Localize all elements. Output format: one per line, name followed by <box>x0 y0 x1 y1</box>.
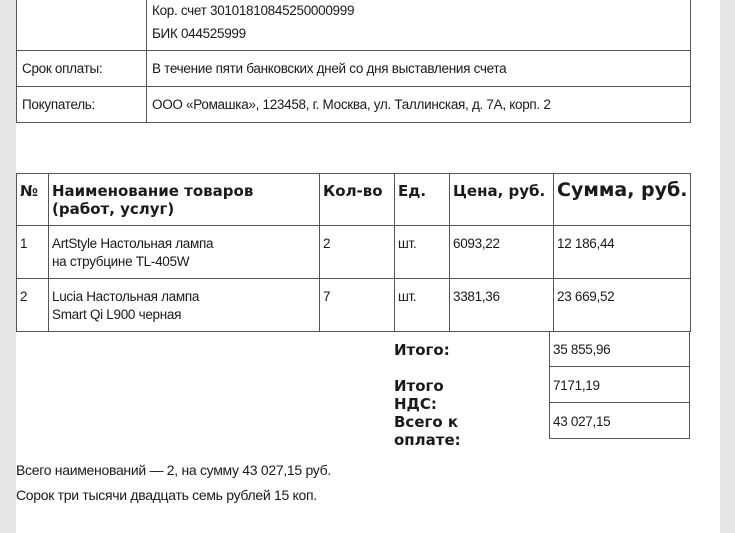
buyer-label: Покупатель: <box>17 86 147 122</box>
row-num: 1 <box>17 226 49 279</box>
bik: БИК 044525999 <box>152 26 246 41</box>
col-qty-header: Кол-во <box>320 174 395 226</box>
bank-label-cell <box>17 0 147 50</box>
buyer-value: ООО «Ромашка», 123458, г. Москва, ул. Таллинская, д. 7А, корп. 2 <box>147 86 691 122</box>
row-sum: 23 669,52 <box>554 279 691 332</box>
payment-term-value: В течение пяти банковских дней со дня выставления счета <box>147 50 691 86</box>
itogo-label: Итого: <box>394 341 450 359</box>
row-num: 2 <box>17 279 49 332</box>
table-row <box>17 226 691 279</box>
payment-term-label: Срок оплаты: <box>17 50 147 86</box>
summary-count-line: Всего наименований — 2, на сумму 43 027,15 руб. <box>16 462 331 478</box>
col-name-header-line1: Наименование товаров <box>52 182 254 200</box>
correspondent-account: Кор. счет 30101810845250000999 <box>152 3 355 18</box>
row-name <box>49 279 320 332</box>
row-name-line2: на струбцине TL-405W <box>52 254 190 269</box>
row-sum: 12 186,44 <box>554 226 691 279</box>
itogo-value: 35 855,96 <box>549 331 690 367</box>
total-payable-label: Всего к оплате: <box>394 413 461 449</box>
col-name-header-line2: (работ, услуг) <box>52 200 175 218</box>
row-price: 6093,22 <box>450 226 554 279</box>
row-name-line1: ArtStyle Настольная лампа <box>52 236 214 251</box>
row-qty: 2 <box>320 226 395 279</box>
bank-details-cell <box>147 0 691 50</box>
total-payable-value: 43 027,15 <box>549 403 690 439</box>
col-unit-header: Ед. <box>395 174 450 226</box>
col-price-header: Цена, руб. <box>450 174 554 226</box>
row-name-line2: Smart Qi L900 черная <box>52 307 182 322</box>
items-header-row <box>17 174 691 226</box>
nds-value: 7171,19 <box>549 367 690 403</box>
col-sum-header: Сумма, руб. <box>554 174 691 226</box>
row-unit: шт. <box>395 226 450 279</box>
row-name-line1: Lucia Настольная лампа <box>52 289 200 304</box>
items-table <box>16 173 691 332</box>
summary-amount-words: Сорок три тысячи двадцать семь рублей 15 коп. <box>16 487 317 503</box>
row-unit: шт. <box>395 279 450 332</box>
row-qty: 7 <box>320 279 395 332</box>
table-row <box>17 279 691 332</box>
col-name-header <box>49 174 320 226</box>
row-price: 3381,36 <box>450 279 554 332</box>
nds-label: Итого НДС: <box>394 377 444 413</box>
row-name <box>49 226 320 279</box>
invoice-header-table <box>16 0 691 123</box>
col-num-header: № <box>17 174 49 226</box>
